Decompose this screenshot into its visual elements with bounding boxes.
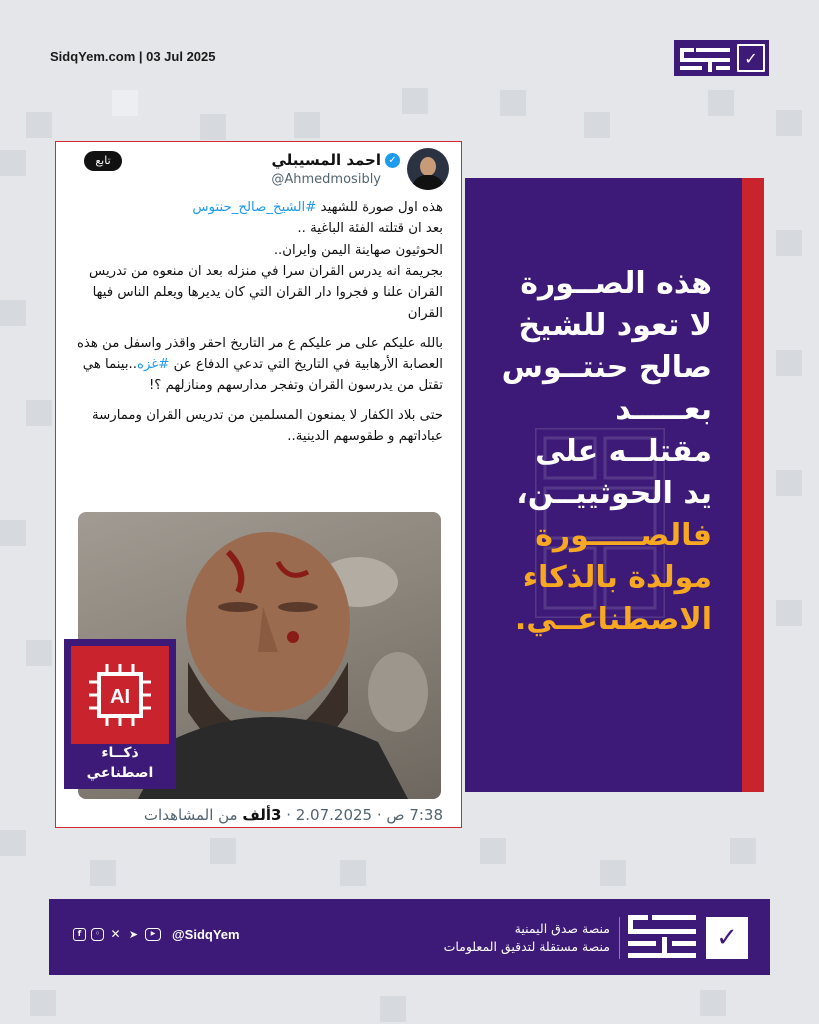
views-label: من المشاهدات <box>143 806 243 824</box>
author-handle[interactable]: @Ahmedmosibly <box>271 172 381 187</box>
brand-tagline <box>444 920 610 956</box>
instagram-icon[interactable]: ◦ <box>91 928 104 941</box>
check-icon: ✓ <box>706 917 748 959</box>
claim-line: هذه الصــورة <box>520 266 712 301</box>
footer-bar <box>49 899 770 975</box>
sidq-wordmark-icon <box>626 911 698 963</box>
claim-line: يد الحوثييــن، <box>516 476 712 511</box>
ai-chip-icon <box>71 646 169 744</box>
tweet-meta <box>144 806 443 824</box>
claim-line: مقتلــه على <box>535 434 712 469</box>
verified-badge-icon: ✓ <box>385 153 400 168</box>
facebook-icon[interactable]: f <box>73 928 86 941</box>
sidq-logo[interactable] <box>674 40 769 76</box>
view-count: 3ألف <box>242 806 282 824</box>
claim-text <box>472 263 712 641</box>
tweet-text-segment: ..بينما هي تقتل من يدرسون القران وتفجر مدارسهم ومنازلهم ؟! <box>82 357 443 394</box>
social-handle[interactable]: @SidqYem <box>172 927 240 942</box>
tweet-text-segment: بعد ان قتلته الفئة الباغية .. الحوثيون صهاينة اليمن وايران.. بجريمة انه يدرس القران سرا في منزله بعد ان منعوه من تدريس القران علنا و فجروا دار القران التي كان يديرها ويعلم الناس فيها القران <box>89 221 443 322</box>
red-accent-strip <box>742 178 764 792</box>
claim-panel <box>465 178 742 792</box>
ai-generated-badge <box>64 639 176 789</box>
site-date-header: SidqYem.com | 03 Jul 2025 <box>50 49 216 64</box>
verdict-line: مولدة بالذكاء <box>522 560 712 595</box>
tweet-text-segment: حتى بلاد الكفار لا يمنعون المسلمين من تدريس القران وممارسة عباداتهم و طقوسهم الدينية.. <box>92 407 443 444</box>
follow-button[interactable]: تابع <box>84 151 122 171</box>
avatar[interactable] <box>407 148 449 190</box>
claim-line: بعـــــد <box>615 392 712 427</box>
x-icon[interactable]: ✕ <box>110 927 121 941</box>
sidq-wordmark-icon <box>674 40 737 76</box>
author-name[interactable]: احمد المسيبلي <box>271 151 381 169</box>
divider <box>619 917 620 959</box>
social-links <box>73 927 240 942</box>
hashtag-link[interactable]: #الشيخ_صالح_حنتوس <box>192 200 317 215</box>
ai-text: AI <box>110 686 130 708</box>
claim-line: لا تعود للشيخ <box>518 308 712 343</box>
tweet-text-segment: بالله عليكم على مر عليكم ع مر التاريخ احقر واقذر واسفل من هذه العصابة الأرهابية في التاريخ التي تدعي الدفاع عن <box>76 335 443 373</box>
tweet-timestamp[interactable]: 7:38 ص · 2.07.2025 · <box>281 806 443 824</box>
brand-name: منصة صدق اليمنية <box>514 921 610 936</box>
check-icon: ✓ <box>737 44 765 72</box>
hashtag-link[interactable]: #غزه <box>136 357 170 373</box>
claim-line: صالح حنتــوس <box>501 350 712 385</box>
youtube-icon[interactable]: ▶ <box>145 928 161 941</box>
verdict-line: الاصطناعــي. <box>514 602 712 637</box>
brand-description: منصة مستقلة لتدقيق المعلومات <box>443 939 610 954</box>
ai-label-line: اصطناعي <box>86 765 154 781</box>
ai-label-line: ذكــاء <box>101 745 139 761</box>
footer-logo[interactable] <box>626 911 748 963</box>
tweet-text-segment: هذه اول صورة للشهيد <box>316 200 443 215</box>
telegram-icon[interactable]: ➤ <box>128 928 139 941</box>
verdict-line: فالصـــــورة <box>535 518 712 553</box>
ai-label <box>64 743 176 783</box>
tweet-text <box>65 197 443 455</box>
